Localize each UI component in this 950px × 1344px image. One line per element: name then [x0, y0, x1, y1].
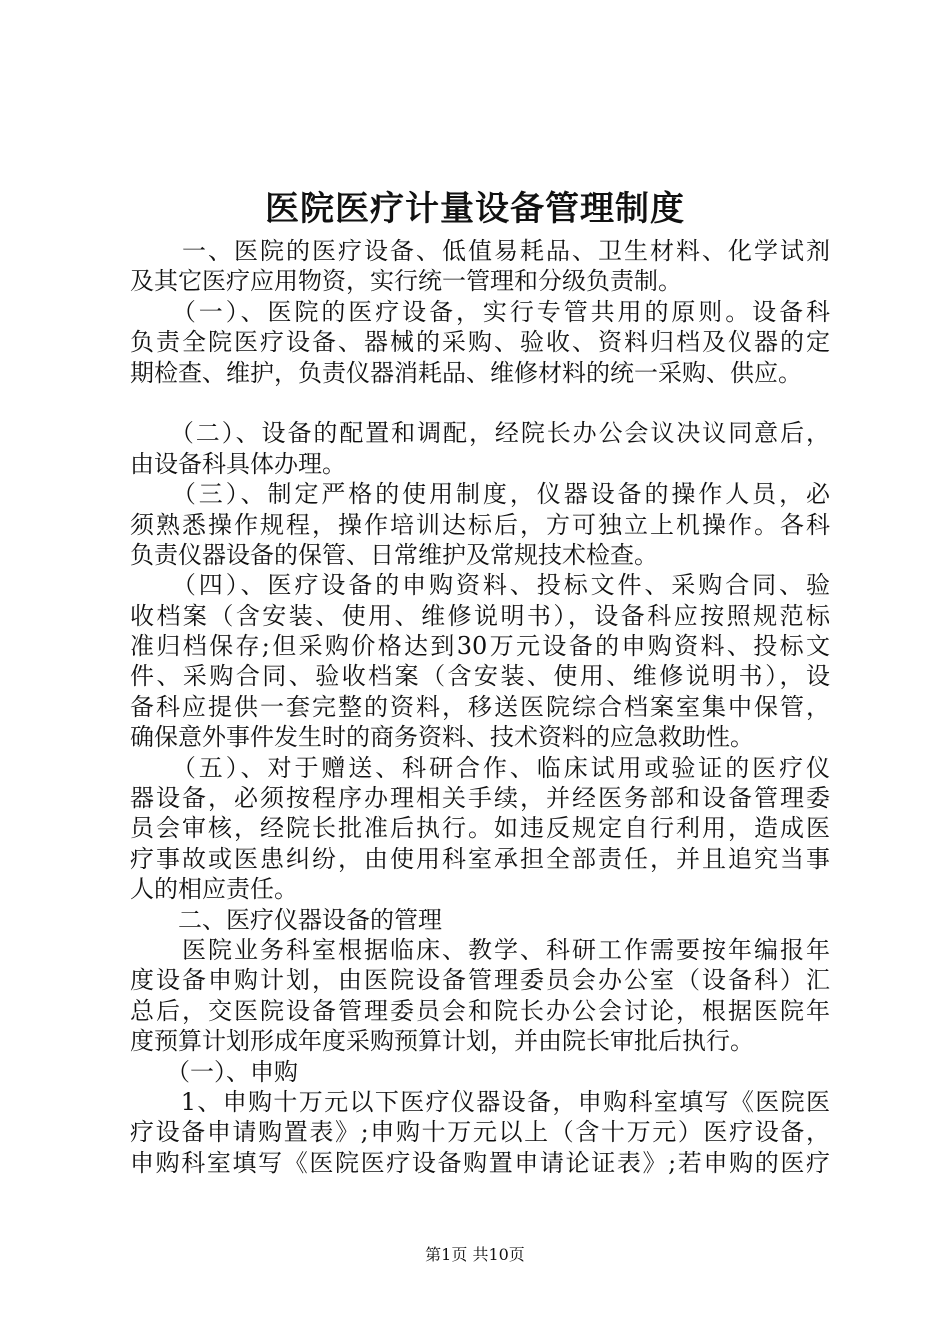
text-line: 器设备，必须按程序办理相关手续，并经医务部和设备管理委 [130, 784, 830, 813]
text-line: 期检查、维护，负责仪器消耗品、维修材料的统一采购、供应。 [130, 358, 802, 387]
text-line: 度设备申购计划，由医院设备管理委员会办公室（设备科）汇 [130, 966, 830, 995]
text-line: 疗事故或医患纠纷，由使用科室承担全部责任，并且追究当事 [130, 844, 830, 873]
text-line: 备科应提供一套完整的资料，移送医院综合档案室集中保管， [130, 692, 830, 721]
blank-line [130, 388, 830, 418]
text-line: 由设备科具体办理。 [130, 449, 346, 478]
text-line: 一、医院的医疗设备、低值易耗品、卫生材料、化学试剂 [130, 237, 830, 265]
text-line: 件、采购合同、验收档案（含安装、使用、维修说明书），设 [130, 662, 830, 691]
document-body [130, 236, 830, 1178]
text-line: 准归档保存;但采购价格达到30万元设备的申购资料、投标文 [130, 632, 830, 661]
text-line: 疗设备申请购置表》;申购十万元以上（含十万元）医疗设备， [130, 1118, 830, 1147]
text-line: 申购科室填写《医院医疗设备购置申请论证表》;若申购的医疗 [130, 1148, 830, 1177]
text-line: 确保意外事件发生时的商务资料、技术资料的应急救助性。 [130, 723, 754, 752]
text-line: 度预算计划形成年度采购预算计划，并由院长审批后执行。 [130, 1027, 754, 1056]
text-line: （一）、医院的医疗设备，实行专管共用的原则。设备科 [130, 297, 830, 326]
text-line: 二、医疗仪器设备的管理 [130, 905, 442, 934]
text-line: 及其它医疗应用物资，实行统一管理和分级负责制。 [130, 267, 682, 296]
text-line: 1、申购十万元以下医疗仪器设备，申购科室填写《医院医 [130, 1087, 830, 1116]
text-line: （五）、对于赠送、科研合作、临床试用或验证的医疗仪 [130, 753, 830, 782]
text-line: 人的相应责任。 [130, 875, 298, 904]
text-line: 负责全院医疗设备、器械的采购、验收、资料归档及仪器的定 [130, 328, 830, 357]
text-line: （二）、设备的配置和调配，经院长办公会议决议同意后， [130, 419, 830, 448]
text-line: （四）、医疗设备的申购资料、投标文件、采购合同、验 [130, 571, 830, 600]
text-line: 负责仪器设备的保管、日常维护及常规技术检查。 [130, 540, 658, 569]
text-line: 须熟悉操作规程，操作培训达标后，方可独立上机操作。各科 [130, 510, 830, 539]
text-line: 员会审核，经院长批准后执行。如违反规定自行利用，造成医 [130, 814, 830, 843]
page-indicator: 第1页 共10页 [425, 1245, 525, 1264]
text-line: 医院业务科室根据临床、教学、科研工作需要按年编报年 [130, 935, 830, 964]
text-line: 总后，交医院设备管理委员会和院长办公会讨论，根据医院年 [130, 996, 830, 1025]
document-title: 医院医疗计量设备管理制度 [265, 189, 685, 229]
text-line: （一）、申购 [130, 1057, 298, 1086]
text-line: 收档案（含安装、使用、维修说明书），设备科应按照规范标 [130, 601, 830, 630]
text-line: （三）、制定严格的使用制度，仪器设备的操作人员，必 [130, 480, 830, 509]
